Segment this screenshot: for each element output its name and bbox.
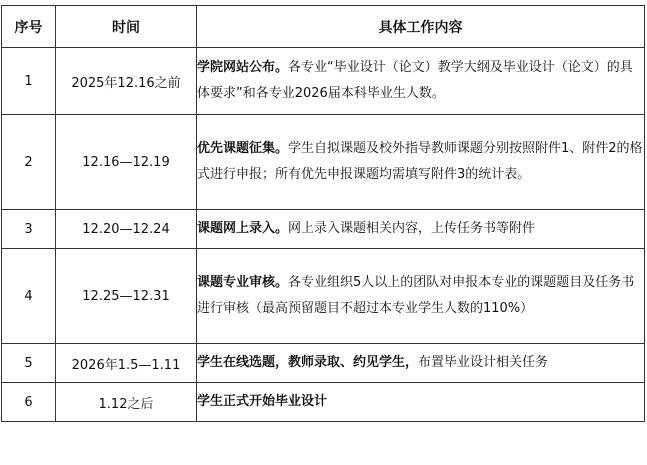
header-index: 序号 <box>2 6 56 48</box>
row-time: 12.20—12.24 <box>56 210 197 249</box>
row-content-bold: 课题网上录入。 <box>197 221 289 236</box>
row-content-text: 学生自拟课题及校外指导教师课题分别按照附件1、附件2的格式进行申报；所有优先申报课题均需填写附件3的统计表。 <box>197 141 643 182</box>
row-time: 12.25—12.31 <box>56 249 197 344</box>
row-content-bold: 学生正式开始毕业设计 <box>197 394 328 409</box>
table-header-row <box>2 6 645 48</box>
row-content <box>197 249 645 344</box>
row-content-text: 布置毕业设计相关任务 <box>418 355 549 370</box>
row-time: 12.16—12.19 <box>56 115 197 210</box>
row-time: 1.12之后 <box>56 383 197 422</box>
row-content <box>197 383 645 422</box>
row-content <box>197 344 645 383</box>
row-index: 3 <box>2 210 56 249</box>
table-row <box>2 48 645 115</box>
row-time: 2026年1.5—1.11 <box>56 344 197 383</box>
row-content <box>197 210 645 249</box>
row-content-text: 各专业组织5人以上的团队对申报本专业的课题题目及任务书进行审核（最高预留题目不超过本专业学生人数的110%） <box>197 275 635 316</box>
row-content-bold: 学院网站公布。 <box>197 60 289 75</box>
table-row <box>2 249 645 344</box>
header-time: 时间 <box>56 6 197 48</box>
table-row <box>2 383 645 422</box>
row-content-bold: 学生在线选题，教师录取、约见学生， <box>197 355 419 370</box>
row-content <box>197 115 645 210</box>
row-content-text: 各专业“毕业设计（论文）教学大纲及毕业设计（论文）的具体要求”和各专业2026届本科毕业生人数。 <box>197 60 633 101</box>
row-index: 1 <box>2 48 56 115</box>
row-time: 2025年12.16之前 <box>56 48 197 115</box>
table-row <box>2 115 645 210</box>
row-index: 6 <box>2 383 56 422</box>
table-row <box>2 210 645 249</box>
row-content-text: 网上录入课题相关内容，上传任务书等附件 <box>288 221 536 236</box>
table-row <box>2 344 645 383</box>
row-index: 4 <box>2 249 56 344</box>
row-content-bold: 课题专业审核。 <box>197 275 289 290</box>
row-index: 5 <box>2 344 56 383</box>
schedule-table <box>1 5 645 422</box>
row-content-bold: 优先课题征集。 <box>197 141 289 156</box>
row-index: 2 <box>2 115 56 210</box>
row-content <box>197 48 645 115</box>
header-content: 具体工作内容 <box>197 6 645 48</box>
